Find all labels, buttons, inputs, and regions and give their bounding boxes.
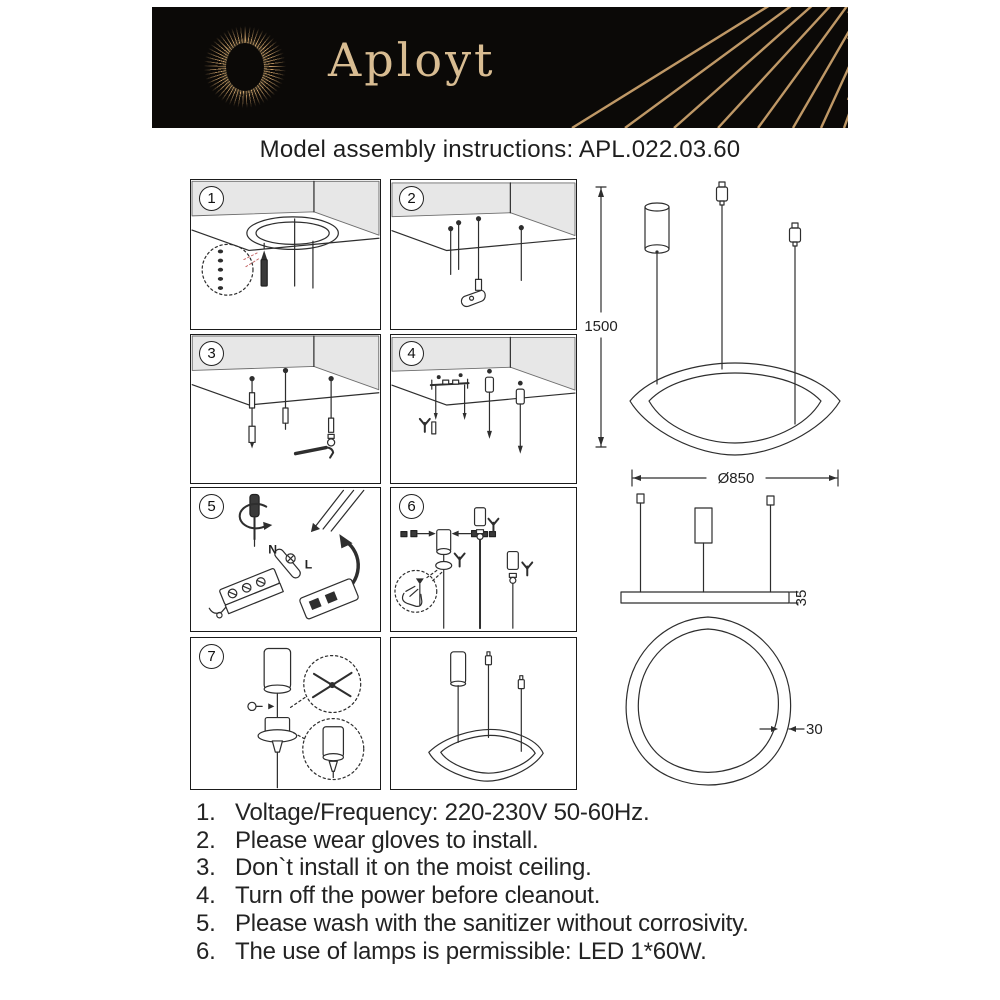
assembly-step-4-panel <box>390 334 577 484</box>
terminal-n-label: N <box>268 542 278 557</box>
instruction-item <box>196 827 749 855</box>
step-number-badge: 2 <box>399 186 424 211</box>
instruction-item <box>196 910 749 938</box>
brand-banner <box>152 7 848 128</box>
instruction-item <box>196 854 749 882</box>
instruction-item <box>196 938 749 966</box>
instruction-number: 6. <box>196 937 216 965</box>
assembly-step-7-panel <box>190 637 381 790</box>
instruction-text: Voltage/Frequency: 220-230V 50-60Hz. <box>235 799 650 826</box>
assembly-step-2-panel <box>390 179 577 330</box>
terminal-l-label: L <box>304 557 313 572</box>
instructions-list <box>196 799 749 965</box>
diameter-dimension: Ø850 <box>717 470 755 487</box>
page-title: Model assembly instructions: APL.022.03.60 <box>259 136 741 163</box>
brand-wordmark: Aployt <box>328 33 496 87</box>
assembly-step-6-panel <box>390 487 577 632</box>
ring-width-dimension: 30 <box>806 721 823 738</box>
instruction-text: Please wear gloves to install. <box>235 826 539 854</box>
finished-pendant-panel <box>390 637 577 790</box>
instruction-number: 2. <box>196 826 216 854</box>
assembly-step-5-panel <box>190 487 381 632</box>
instruction-number: 4. <box>196 882 216 910</box>
technical-drawing <box>575 172 880 800</box>
profile-height-dimension: 35 <box>793 589 810 607</box>
step-number-badge: 6 <box>399 494 424 519</box>
instruction-text: Turn off the power before cleanout. <box>235 882 601 910</box>
step-number-badge: 4 <box>399 341 424 366</box>
instruction-number: 1. <box>196 799 216 826</box>
instruction-text: Please wash with the sanitizer without corrosivity. <box>235 909 749 937</box>
step-number-badge: 7 <box>199 644 224 669</box>
assembly-step-1-panel <box>190 179 381 330</box>
instruction-text: Don`t install it on the moist ceiling. <box>235 854 592 882</box>
instruction-number: 5. <box>196 909 216 937</box>
step-number-badge: 1 <box>199 186 224 211</box>
instruction-text: The use of lamps is permissible: LED 1*60W. <box>235 937 707 965</box>
finished-pendant-illustration <box>391 638 576 789</box>
step-number-badge: 5 <box>199 494 224 519</box>
instruction-item <box>196 882 749 910</box>
instruction-item <box>196 799 749 827</box>
step-number-badge: 3 <box>199 341 224 366</box>
assembly-step-3-panel <box>190 334 381 484</box>
corner-rays-decoration <box>152 7 848 128</box>
instruction-number: 3. <box>196 854 216 882</box>
drop-height-dimension: 1500 <box>584 318 618 335</box>
